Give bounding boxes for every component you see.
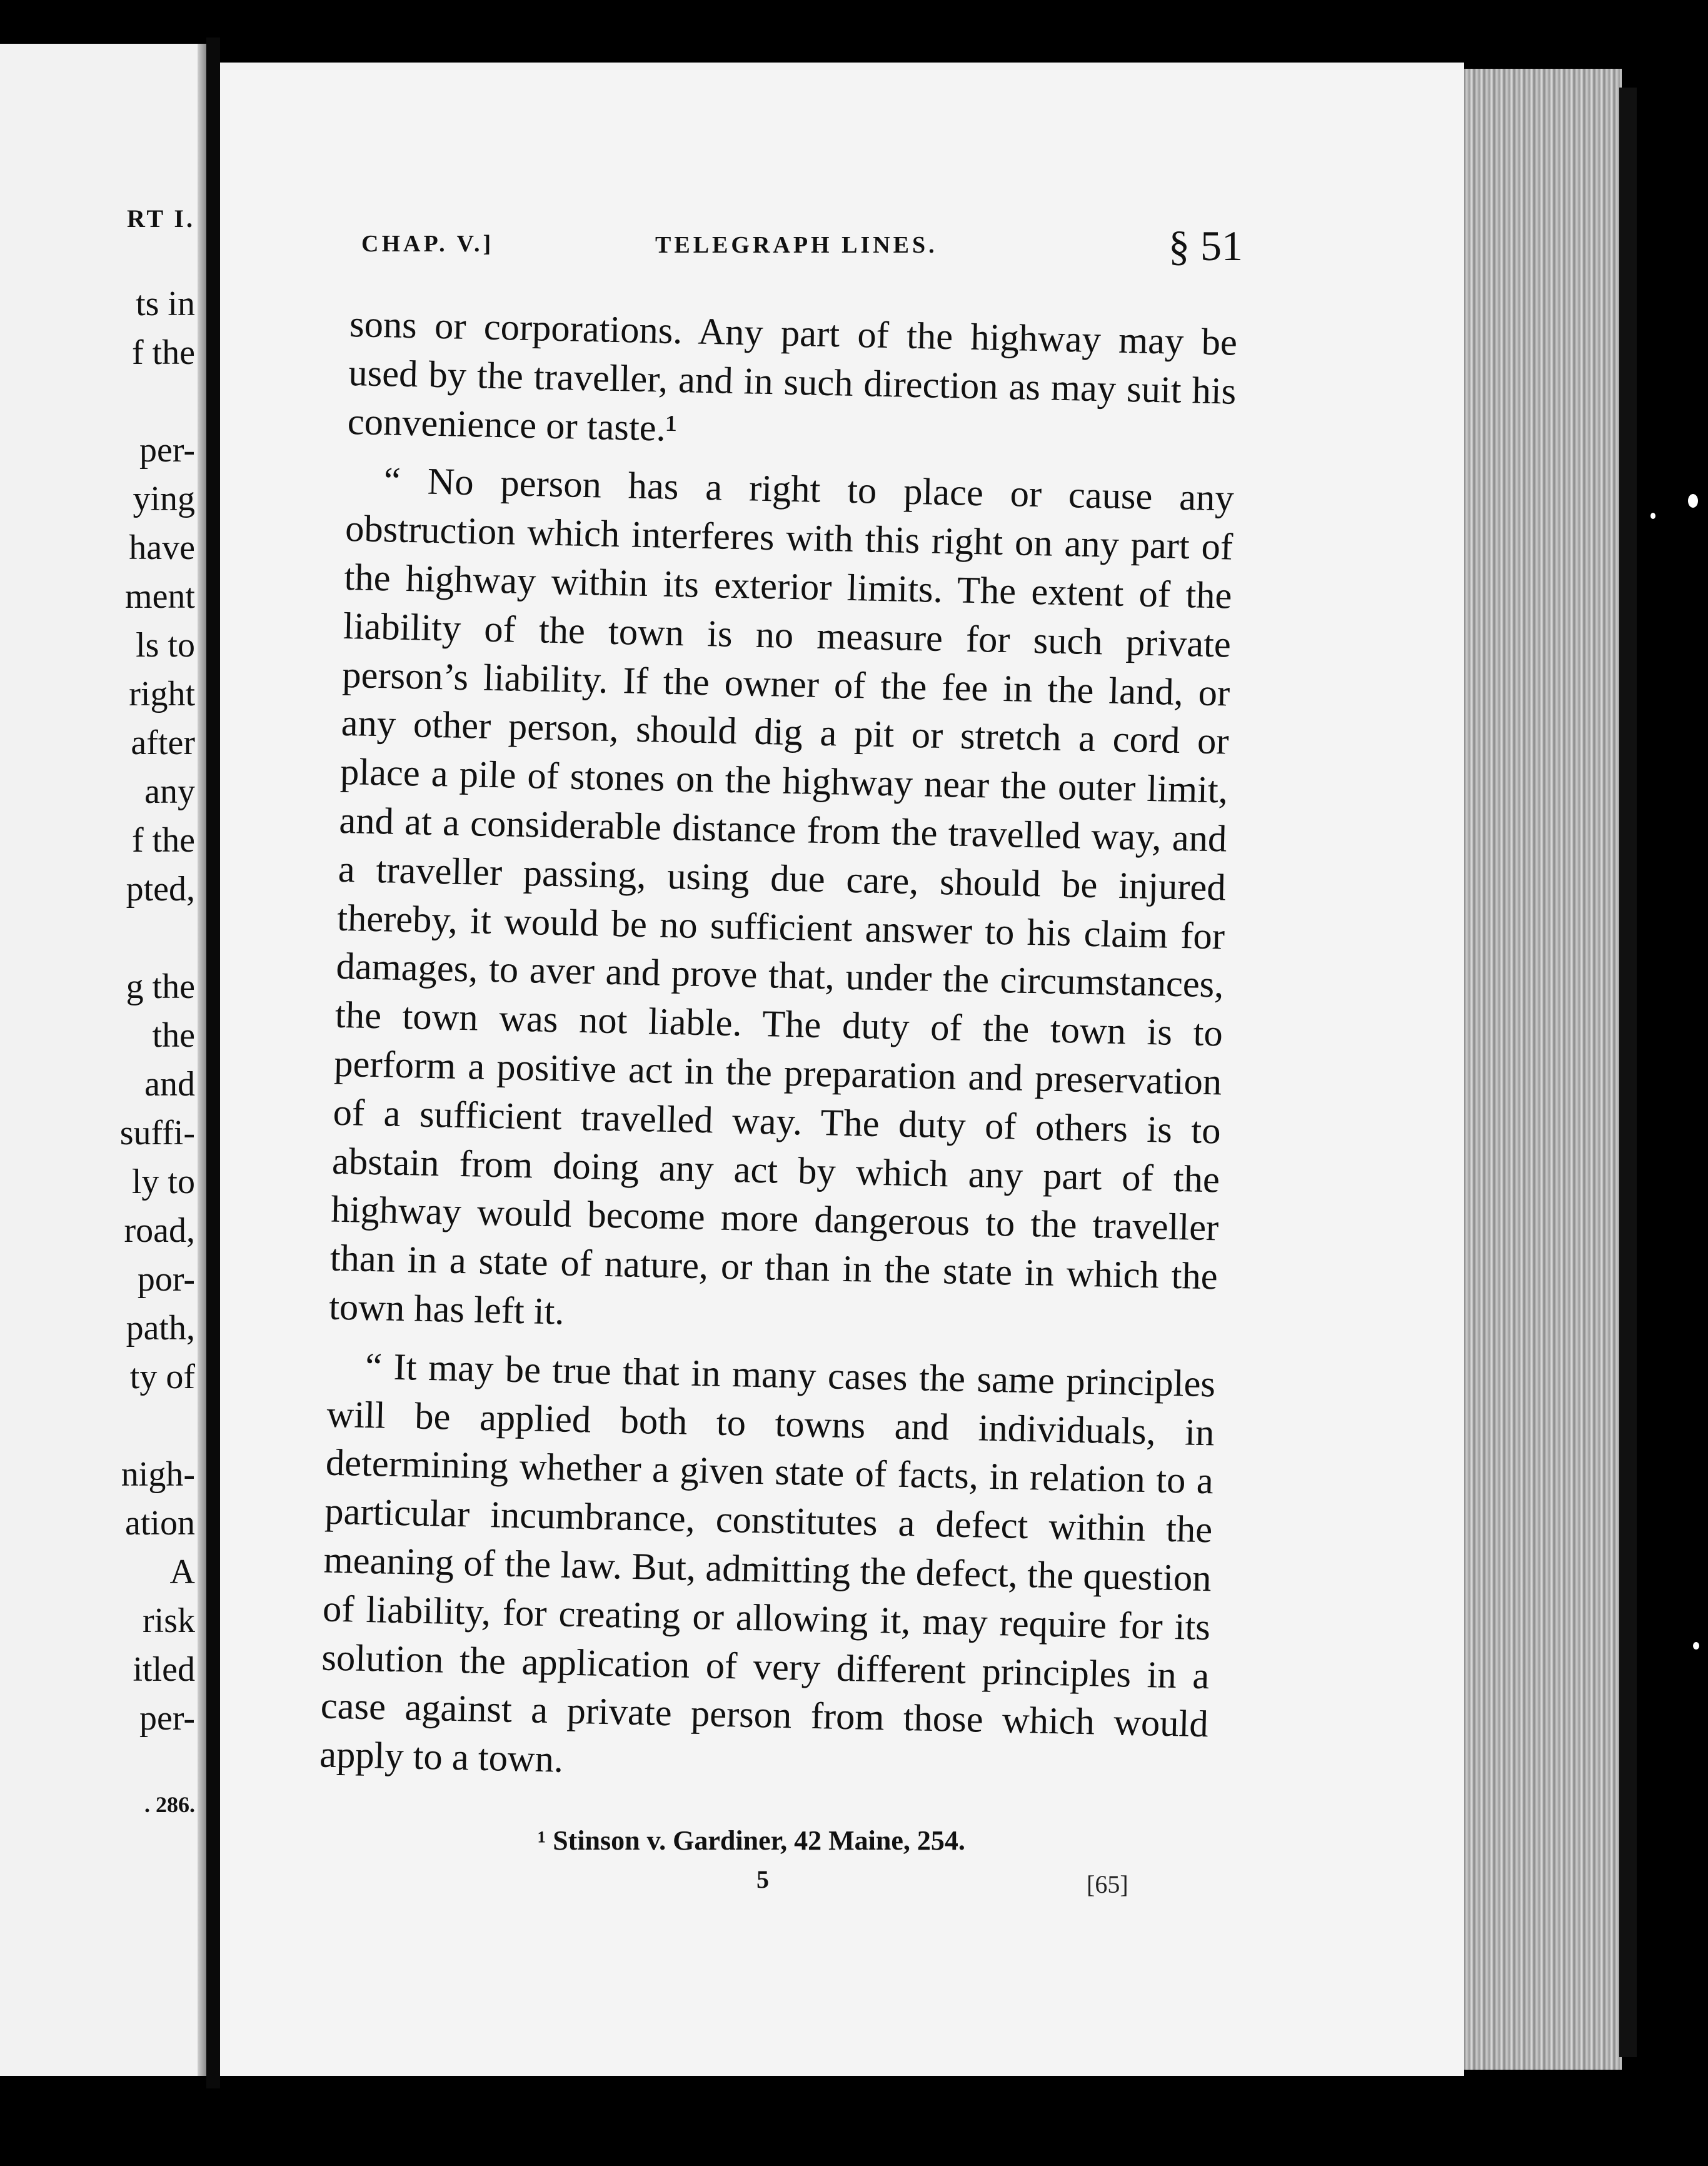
previous-page-line: road, <box>124 1211 195 1250</box>
page-block-shadow <box>1619 88 1637 2057</box>
paragraph: sons or corporations. Any part of the highway may be used by the traveller, and in such direction as may suit his convenience or taste.¹ <box>347 303 1238 450</box>
previous-page-line: A <box>169 1553 195 1591</box>
previous-page-line: ment <box>125 577 195 616</box>
previous-page-line: suffi- <box>119 1114 195 1152</box>
paragraph: “ No person has a right to place or cause any obstruction which interferes with this right on any part of the highway within its exterior limits. The extent of the liability of the town is no measure for such private person’s liability. If the owner of the fee in the land, or any other person, should dig a pit or stretch a cord or place a pile of stones on the highway near the outer limit, and at a considerable distance from the travelled way, and a traveller passing, using due care, should be injured thereby, it would be no sufficient answer to his claim for damages, to aver and prove that, under the circumstances, the town was not liable. The duty of the town is to perform a positive act in the preparation and preservation of a sufficient travelled way. The duty of others is to abstain from doing any act by which any part of the highway would become more dangerous to the traveller than in a state of nature, or than in the state in which the town has left it. <box>328 460 1235 1333</box>
previous-page-line: the <box>152 1016 195 1055</box>
previous-page-footnote: . 286. <box>144 1792 195 1817</box>
previous-page-line: any <box>144 772 195 811</box>
previous-page-line: ation <box>125 1504 195 1543</box>
previous-page-line: ts in <box>136 285 195 323</box>
paragraph: “ It may be true that in many cases the same principles will be applied both to towns and individuals, in determining whether a given state of facts, in relation to a particular incumbrance, constitutes a defect within the meaning of the law. But, admitting the defect, the question of liability, for creating or allowing it, may require for its solution the application of very different principles in a case against a private person from those which would apply to a town. <box>319 1345 1216 1781</box>
footnote: ¹ Stinson v. Gardiner, 42 Maine, 254. <box>538 1825 965 1856</box>
scan-speck <box>1693 1642 1699 1650</box>
previous-page-line: ly to <box>131 1162 195 1201</box>
signature-mark: 5 <box>756 1865 769 1893</box>
previous-page-line: have <box>129 528 195 567</box>
previous-page-line: f the <box>131 821 195 860</box>
previous-page-line: right <box>129 675 195 713</box>
running-header <box>361 222 1243 275</box>
previous-page-line: per- <box>139 431 195 470</box>
previous-page-line: per- <box>139 1699 195 1738</box>
previous-page-line: itled <box>133 1650 195 1689</box>
section-number: § 51 <box>1168 222 1243 269</box>
chapter-label: CHAP. V.] <box>361 231 495 257</box>
previous-page-line: and <box>144 1065 195 1104</box>
previous-page-line: ls to <box>136 626 195 665</box>
previous-page-line: f the <box>131 333 195 372</box>
previous-page-line: after <box>131 723 195 762</box>
running-title: TELEGRAPH LINES. <box>655 232 938 258</box>
previous-page-header: RT I. <box>126 204 195 233</box>
page-body <box>319 300 1238 1808</box>
previous-page-line: ying <box>133 480 195 518</box>
previous-page <box>0 44 210 2076</box>
previous-page-line: ty of <box>129 1358 195 1396</box>
previous-page-line: por- <box>137 1260 195 1299</box>
previous-page-line: nigh- <box>121 1455 195 1494</box>
scan-speck <box>1650 513 1655 519</box>
scan-speck <box>1688 494 1698 508</box>
page-reference: [65] <box>1087 1870 1128 1898</box>
previous-page-line: risk <box>143 1601 195 1640</box>
previous-page-line: g the <box>126 967 195 1006</box>
page-gutter <box>198 44 206 2076</box>
book-spine <box>206 38 220 2088</box>
previous-page-line: path, <box>126 1309 195 1347</box>
previous-page-line: pted, <box>126 870 195 909</box>
